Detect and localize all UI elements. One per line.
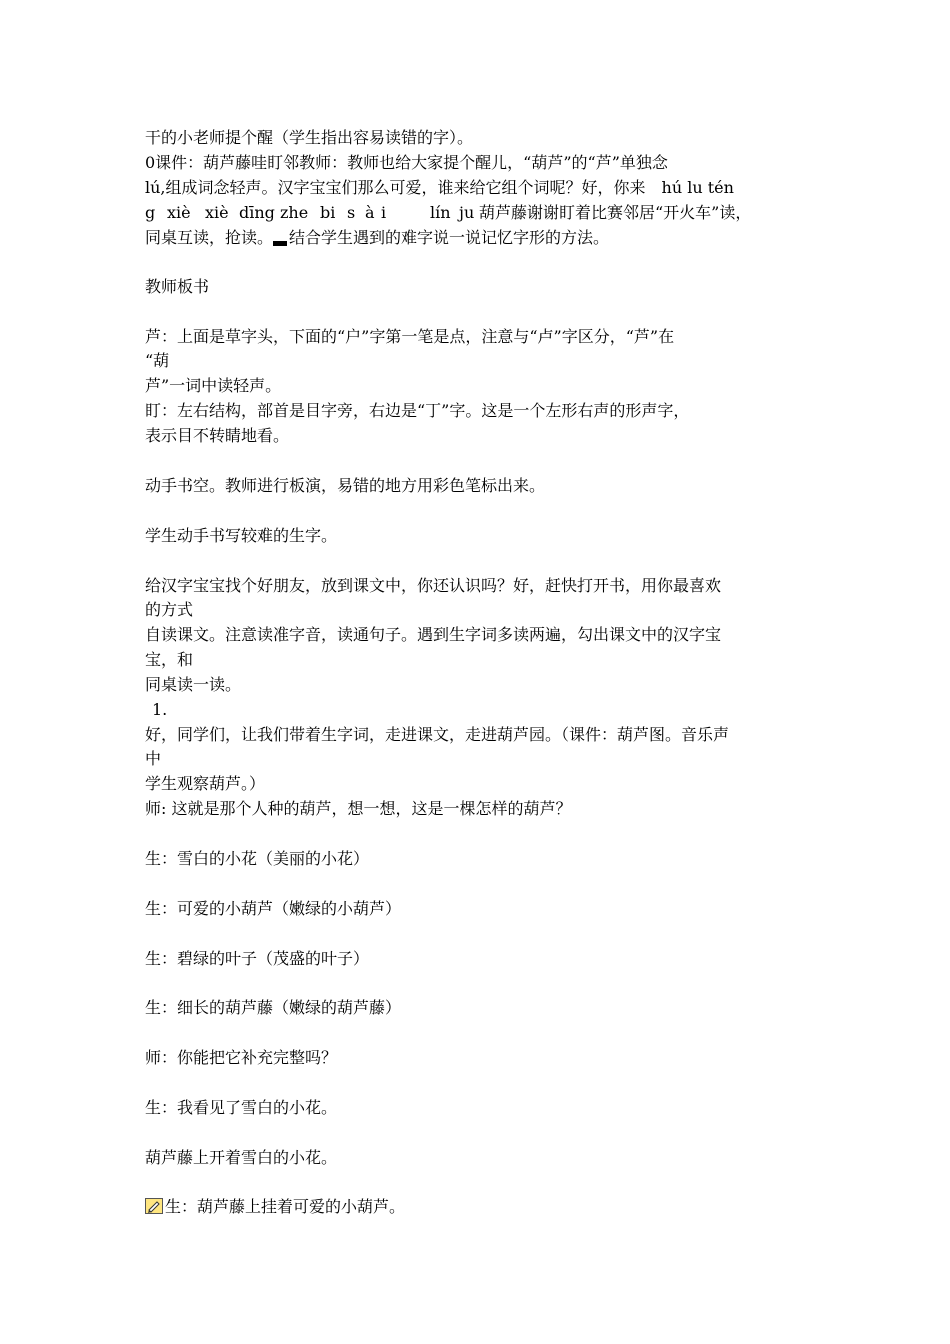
paragraph-line: “葫 [145,351,170,370]
section-heading: 教师板书 [145,277,210,296]
dash-mark-icon [273,241,287,246]
dialogue-line [145,1197,815,1217]
paragraph-line: 自读课文。注意读准字音，读通句子。遇到生字词多读两遍，勾出课文中的汉字宝 [145,625,722,644]
dialogue-line: 师：你能把它补充完整吗？ [145,1048,338,1067]
dialogue-line: 生：我看见了雪白的小花。 [145,1098,338,1117]
pinyin-syllable: ju [459,203,475,222]
pinyin-syllable: à [365,203,375,222]
paragraph-line: 学生观察葫芦。） [145,774,266,793]
paragraph-line: 芦：上面是草字头，下面的“户”字第一笔是点，注意与“卢”字区分，“芦”在 [145,327,675,346]
paragraph-line: 给汉字宝宝找个好朋友，放到课文中，你还认识吗？好，赶快打开书，用你最喜欢 [145,576,722,595]
paragraph-line: 师: 这就是那个人种的葫芦，想一想，这是一棵怎样的葫芦？ [145,799,572,818]
paragraph-text: 结合学生遇到的难字说一说记忆字形的方法。 [289,228,610,247]
paragraph-line: 好，同学们，让我们带着生字词，走进课文，走进葫芦园。（课件：葫芦图。音乐声 [145,725,730,744]
dialogue-line: 生：雪白的小花（美丽的小花） [145,849,370,868]
dialogue-text: 生：葫芦藤上挂着可爱的小葫芦。 [165,1197,406,1216]
paragraph-line: 动手书空。教师进行板演，易错的地方用彩色笔标出来。 [145,476,546,495]
paragraph-line [145,228,815,248]
pinyin-syllable: g [145,203,156,222]
paragraph-line: 学生动手书写较难的生字。 [145,526,338,545]
paragraph-line: lú,组成词念轻声。汉字宝宝们那么可爱，谁来给它组个词呢？好，你来 hú lu tén [145,178,734,197]
list-number: 1. [152,700,168,719]
paragraph-line: 宝，和 [145,650,194,669]
pinyin-syllable: s [347,203,356,222]
dialogue-line: 生：碧绿的叶子（茂盛的叶子） [145,949,370,968]
pinyin-syllable: xiè [205,203,229,222]
dialogue-line: 生：细长的葫芦藤（嫩绿的葫芦藤） [145,998,402,1017]
dialogue-line: 葫芦藤上开着雪白的小花。 [145,1148,338,1167]
paragraph-text: 葫芦藤谢谢盯着比赛邻居“开火车”读， [479,203,752,222]
paragraph-line: 中 [145,749,162,768]
pinyin-syllable: i [381,203,387,222]
pencil-note-icon [145,1198,163,1214]
pinyin-line [145,203,815,223]
paragraph-line: 0课件：葫芦藤哇盯邻教师：教师也给大家提个醒儿，“葫芦”的“芦”单独念 [145,153,668,172]
paragraph-line: 芦”一词中读轻声。 [145,376,282,395]
paragraph-line: 表示目不转睛地看。 [145,426,290,445]
pinyin-syllable: lín [430,203,451,222]
pinyin-syllable: xiè [167,203,191,222]
dialogue-line: 生：可爱的小葫芦（嫩绿的小葫芦） [145,899,402,918]
paragraph-line: 盯：左右结构，部首是目字旁，右边是“丁”字。这是一个左形右声的形声字， [145,401,690,420]
paragraph-text: 同桌互读，抢读。 [145,228,274,247]
paragraph-line: 同桌读一读。 [145,675,242,694]
pinyin-syllable: dīng zhe [239,203,309,222]
pinyin-syllable: bi [320,203,336,222]
paragraph-line: 干的小老师提个醒（学生指出容易读错的字）。 [145,128,474,147]
paragraph-line: 的方式 [145,600,194,619]
